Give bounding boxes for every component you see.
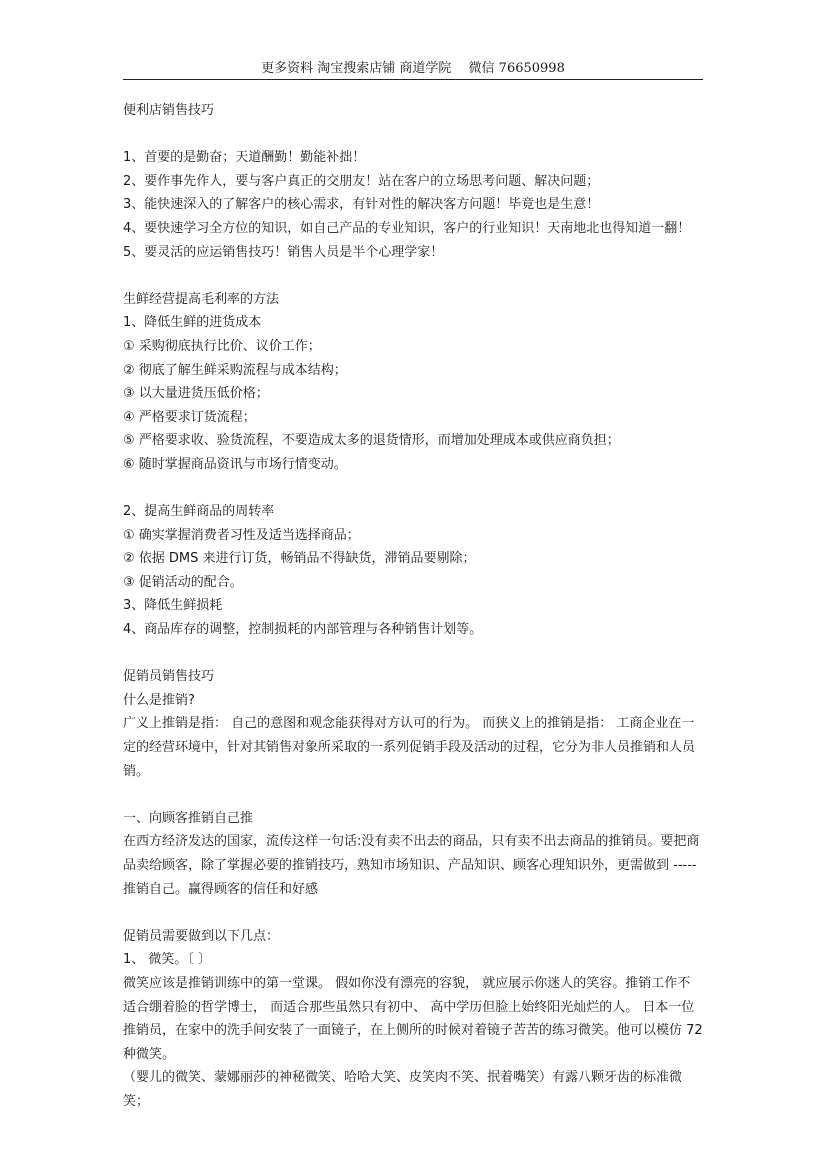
blank-line [123,477,703,501]
list-item: ④ 严格要求订货流程； [123,409,256,425]
paragraph: （婴儿的微笑、蒙娜丽莎的神秘微笑、哈哈大笑、皮笑肉不笑、抿着嘴笑）有露八颗牙齿的标准微笑； [123,1070,683,1109]
document-page [123,0,703,1169]
paragraph: 什么是推销? [123,692,195,708]
section-title: 便利店销售技巧 [123,103,215,118]
paragraph: 广义上推销是指： 自己的意图和观念能获得对方认可的行为。 而狭义上的推销是指： 工商企业在一定的经营环境中，针对其销售对象所采取的一系列促销手段及活动的过程，它分为非人员推销和人员销。 [123,716,696,779]
paragraph: 微笑应该是推销训练中的第一堂课。 假如你没有漂亮的容貌， 就应展示你迷人的笑容。推销工作不适合绷着脸的哲学博士， 而适合那些虽然只有初中、 高中学历但脸上始终阳光灿烂的人。 日本一位推销员，在家中的洗手间安装了一面镜子，在上侧所的时候对着镜子苦苦的练习微笑。他可以模仿 72 种微笑。 [123,975,703,1062]
list-item: 4、商品库存的调整，控制损耗的内部管理与各种销售计划等。 [123,622,483,638]
blank-line [123,264,703,288]
list-item: ⑤ 严格要求收、验货流程，不要造成太多的退货情形，而增加处理成本或供应商负担； [123,433,620,449]
list-item: ② 依据 DMS 来进行订货，畅销品不得缺货，滞销品要剔除； [123,551,476,567]
list-item: 2、提高生鲜商品的周转率 [123,504,275,520]
list-item: 3、能快速深入的了解客户的核心需求，有针对性的解决客方问题！毕竟也是生意！ [123,197,600,213]
page-header: 更多资料 淘宝搜索店铺 商道学院 微信 76650998 [261,61,565,76]
list-item: ③ 促销活动的配合。 [123,574,243,590]
list-item: ① 采购彻底执行比价、议价工作； [123,338,321,354]
list-item: 1、降低生鲜的进货成本 [123,315,262,331]
section-title: 一、向顾客推销自己推 [123,810,254,826]
list-item: 2、要作事先作人，要与客户真正的交朋友！站在客户的立场思考问题、解决问题； [123,173,600,189]
paragraph: 在西方经济发达的国家，流传这样一句话:没有卖不出去的商品，只有卖不出去商品的推销员。要把商品卖给顾客，除了掌握必要的推销技巧，熟知市场知识、产品知识、顾客心理知识外，更需做到 ----- 推销自己。赢得顾客的信任和好感 [123,834,700,897]
blank-line [123,901,703,925]
header-rule [123,79,703,80]
paragraph: 促销员需要做到以下几点： [123,928,280,944]
list-item: ⑥ 随时掌握商品资讯与市场行情变动。 [123,456,347,472]
list-item: 1、首要的是勤奋；天道酬勤！勤能补拙！ [123,150,366,166]
document-body [123,99,703,1114]
blank-line [123,783,703,807]
section-title: 促销员销售技巧 [123,669,215,685]
list-item: 5、要灵活的应运销售技巧！销售人员是半个心理学家！ [123,244,444,260]
blank-line [123,642,703,666]
list-item: ② 彻底了解生鲜采购流程与成本结构； [123,362,347,378]
section-title: 生鲜经营提高毛利率的方法 [123,291,280,307]
list-item: ③ 以大量进货压低价格； [123,386,269,402]
blank-line [123,123,703,147]
list-item: 1、 微笑。〔 〕 [123,952,212,968]
list-item: 3、降低生鲜损耗 [123,598,223,614]
list-item: ① 确实掌握消费者习性及适当选择商品； [123,527,360,543]
list-item: 4、要快速学习全方位的知识，如自己产品的专业知识，客户的行业知识！天南地北也得知道一翻！ [123,220,691,236]
